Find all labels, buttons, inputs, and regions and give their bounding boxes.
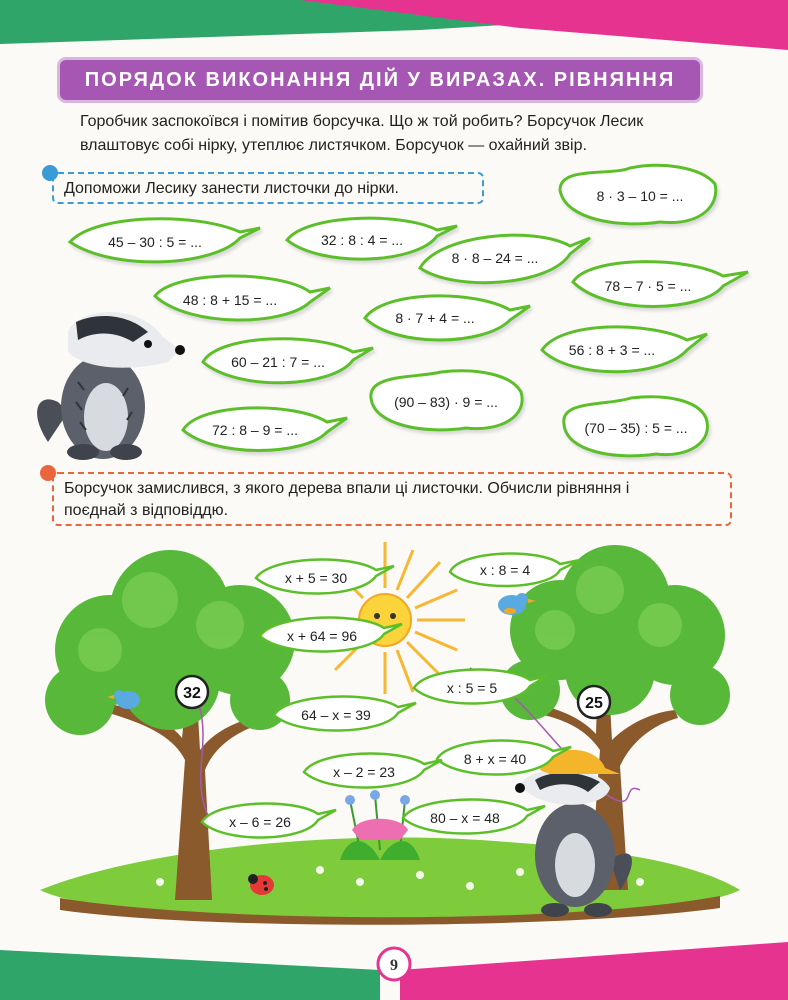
leaf[interactable] bbox=[573, 262, 748, 307]
equation-text: 64 – x = 39 bbox=[301, 707, 371, 723]
task1-text: Допоможи Лесику занести листочки до нірки. bbox=[64, 180, 399, 197]
top-decoration bbox=[0, 0, 788, 50]
leaf-text: 72 : 8 – 9 = ... bbox=[211, 422, 299, 438]
equation-text: x + 64 = 96 bbox=[286, 628, 358, 644]
leaf-text: (90 – 83) · 9 = ... bbox=[394, 394, 498, 410]
badge-text: 32 bbox=[183, 685, 201, 702]
equation-text: x – 6 = 26 bbox=[229, 814, 291, 830]
leaf-text: 8 · 7 + 4 = ... bbox=[395, 310, 475, 326]
leaf[interactable] bbox=[564, 397, 708, 456]
leaf-text: 48 : 8 + 15 = ... bbox=[182, 292, 278, 308]
equation-leaf[interactable] bbox=[403, 800, 545, 834]
leaf-text: 78 – 7 · 5 = ... bbox=[604, 278, 692, 294]
leaf[interactable] bbox=[542, 327, 707, 372]
equation-leaf[interactable] bbox=[256, 560, 394, 594]
task2-line-2: поєднай з відповіддю. bbox=[64, 502, 229, 519]
equation-leaves bbox=[0, 530, 788, 850]
intro-line-1: Горобчик заспокоївся і помітив борсучка. Що ж той робить? Борсучок Лесик bbox=[80, 113, 644, 130]
page-title: ПОРЯДОК ВИКОНАННЯ ДІЙ У ВИРАЗАХ. РІВНЯННЯ bbox=[84, 69, 676, 91]
page-number-badge bbox=[372, 944, 416, 984]
equation-text: x + 5 = 30 bbox=[284, 570, 348, 586]
leaf-text: 8 · 3 – 10 = ... bbox=[596, 188, 684, 204]
equation-text: x : 8 = 4 bbox=[479, 562, 531, 578]
leaf-text: 56 : 8 + 3 = ... bbox=[568, 342, 656, 358]
equation-text: 80 – x = 48 bbox=[430, 810, 500, 826]
equation-text: x – 2 = 23 bbox=[333, 764, 395, 780]
leaf-text: 45 – 30 : 5 = ... bbox=[108, 234, 202, 250]
page-number: 9 bbox=[390, 957, 398, 974]
equation-leaf[interactable] bbox=[274, 697, 416, 731]
equation-leaf[interactable] bbox=[414, 670, 547, 704]
equation-leaf[interactable] bbox=[304, 754, 442, 788]
leaf[interactable] bbox=[371, 371, 522, 430]
intro-line-2: влаштовує собі нірку, утеплює листячком. Борсучок — охайний звір. bbox=[80, 137, 587, 154]
task2-line-1: Борсучок замислився, з якого дерева впали ці листочки. Обчисли рівняння і bbox=[64, 480, 630, 497]
equation-leaf[interactable] bbox=[202, 804, 336, 838]
equation-leaf[interactable] bbox=[450, 554, 580, 587]
leaf[interactable] bbox=[70, 219, 260, 262]
equation-text: 8 + x = 40 bbox=[463, 751, 527, 767]
task2-box bbox=[52, 472, 732, 526]
leaf-text: 60 – 21 : 7 = ... bbox=[231, 354, 325, 370]
leaf-text: (70 – 35) : 5 = ... bbox=[584, 420, 688, 436]
badger-icon bbox=[28, 292, 188, 462]
badge-text: 25 bbox=[585, 695, 603, 712]
equation-leaf[interactable] bbox=[260, 618, 402, 652]
equation-leaf[interactable] bbox=[437, 741, 571, 775]
leaf-text: 8 · 8 – 24 = ... bbox=[451, 250, 539, 266]
leaf[interactable] bbox=[287, 218, 457, 259]
equation-text: x : 5 = 5 bbox=[446, 680, 498, 696]
leaf[interactable] bbox=[365, 296, 530, 340]
leaf-text: 32 : 8 : 4 = ... bbox=[320, 232, 404, 248]
leaf[interactable] bbox=[420, 235, 590, 282]
leaf[interactable] bbox=[560, 165, 716, 223]
leaf[interactable] bbox=[203, 339, 373, 383]
leaf[interactable] bbox=[183, 408, 347, 451]
